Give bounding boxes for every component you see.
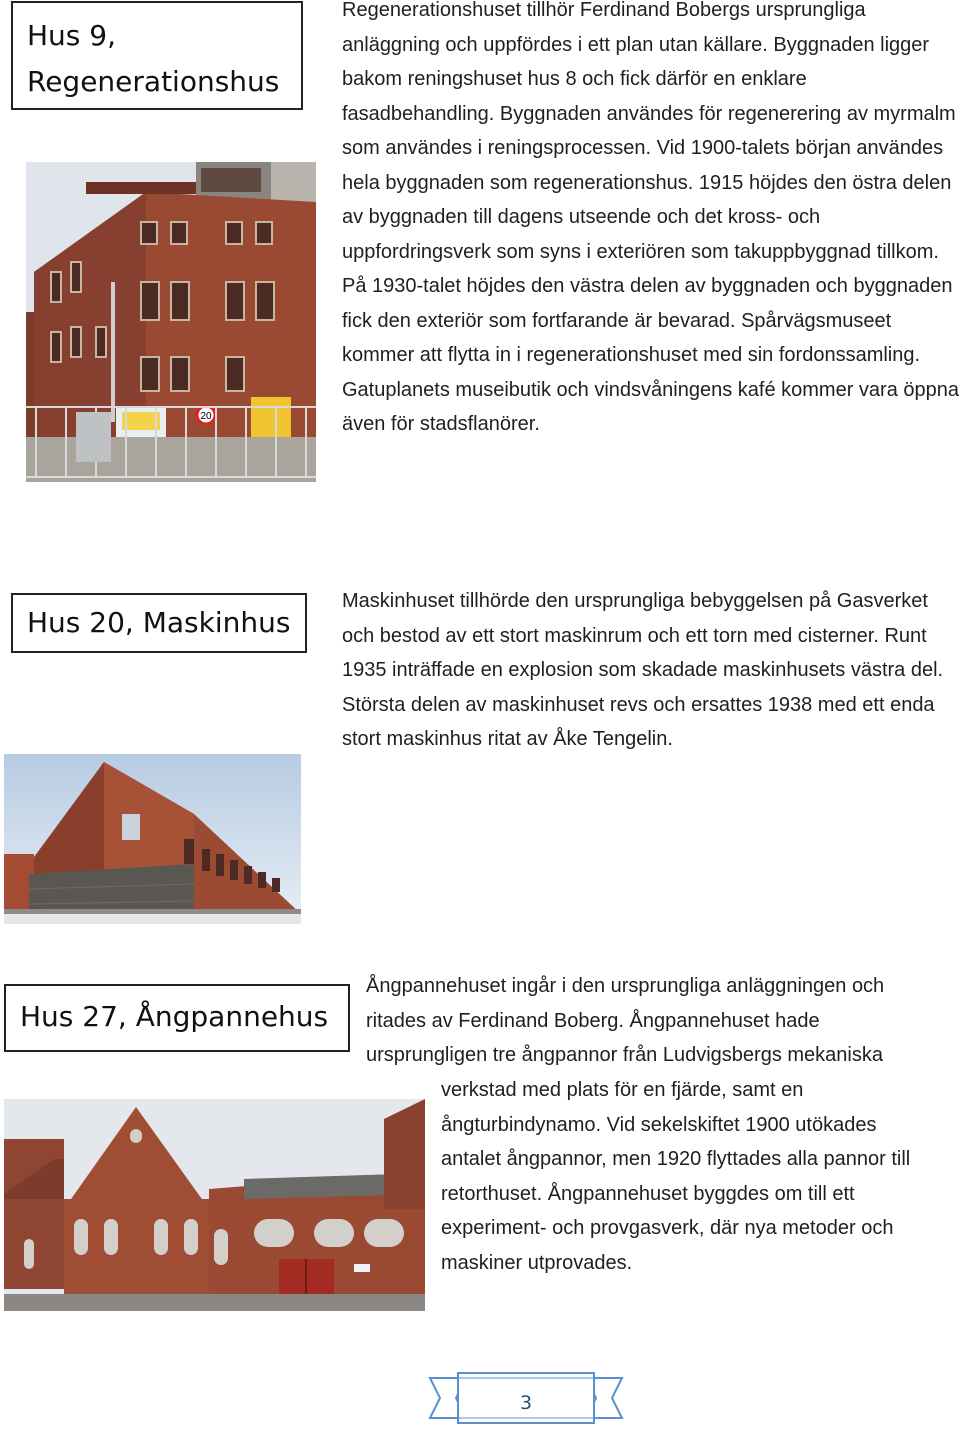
text-line: ångturbindynamo. Vid sekelskiftet 1900 utökades bbox=[441, 1113, 877, 1136]
section-text-hus-27-bottom bbox=[441, 1073, 960, 1280]
text-line: ritades av Ferdinand Boberg. Ångpannehuset hade bbox=[366, 1009, 820, 1032]
text-line: retorthuset. Ångpannehuset byggdes om till ett bbox=[441, 1182, 855, 1205]
text-line: verkstad med plats för en fjärde, samt en bbox=[441, 1079, 804, 1101]
section-title-hus-9 bbox=[11, 1, 303, 110]
photo-maskinhus bbox=[4, 754, 301, 924]
text-line: experiment- och provgasverk, där nya metoder och bbox=[441, 1217, 894, 1239]
title-text: Hus 27, Ångpannehus bbox=[20, 1000, 329, 1033]
photo-regenerationshus bbox=[26, 162, 316, 482]
photo-angpannehus bbox=[4, 1099, 425, 1311]
text-line: maskiner utprovades. bbox=[441, 1251, 633, 1274]
page-number: 3 bbox=[519, 1392, 533, 1414]
section-title-hus-20 bbox=[11, 593, 307, 653]
text-line: ursprungligen tre ångpannor från Ludvigsbergs mekaniska bbox=[366, 1044, 883, 1066]
title-text: Hus 20, Maskinhus bbox=[27, 606, 291, 639]
page-footer bbox=[428, 1370, 624, 1426]
section-text-hus-20: Maskinhuset tillhörde den ursprungliga bebyggelsen på Gasverket och bestod av ett stort maskinrum och ett torn med cisterner. Runt 1935 inträffade en explosion som skadade maskinhusets västra del. Största delen av maskinhuset revs och ersattes 1938 med ett enda stort maskinhus ritat av Åke Tengelin. bbox=[342, 590, 944, 750]
section-title-hus-27 bbox=[4, 984, 350, 1052]
speed-limit-sign: 20 bbox=[200, 411, 212, 422]
section-text-hus-27-top bbox=[366, 969, 960, 1073]
title-line-1: Hus 9, bbox=[27, 19, 117, 52]
title-line-2: Regenerationshus bbox=[27, 65, 280, 98]
section-text-hus-9: Regenerationshuset tillhör Ferdinand Bobergs ursprungliga anläggning och uppfördes i ett plan utan källare. Byggnaden ligger bakom reningshuset hus 8 och fick därför en enklare fasadbehandling. Byggnaden användes för regenerering av myrmalm som användes i reningsprocessen. Vid 1900-talets början användes hela byggnaden som regenerationshus. 1915 höjdes den östra delen av byggnaden till dagens utseende och det kross- och uppfordringsverk som syns i exteriören som takuppbyggnad tillkom. På 1930-talet höjdes den västra delen av byggnaden och byggnaden fick den exteriör som fortfarande är bevarad. Spårvägsmuseet kommer att flytta in i regenerationshuset med sin fordonssamling. Gatuplanets museibutik och vindsvåningens kafé kommer vara öppna även för stadsflanörer. bbox=[342, 0, 960, 435]
text-line: Ångpannehuset ingår i den ursprungliga anläggningen och bbox=[366, 975, 885, 997]
text-line: antalet ångpannor, men 1920 flyttades alla pannor till bbox=[441, 1148, 911, 1170]
